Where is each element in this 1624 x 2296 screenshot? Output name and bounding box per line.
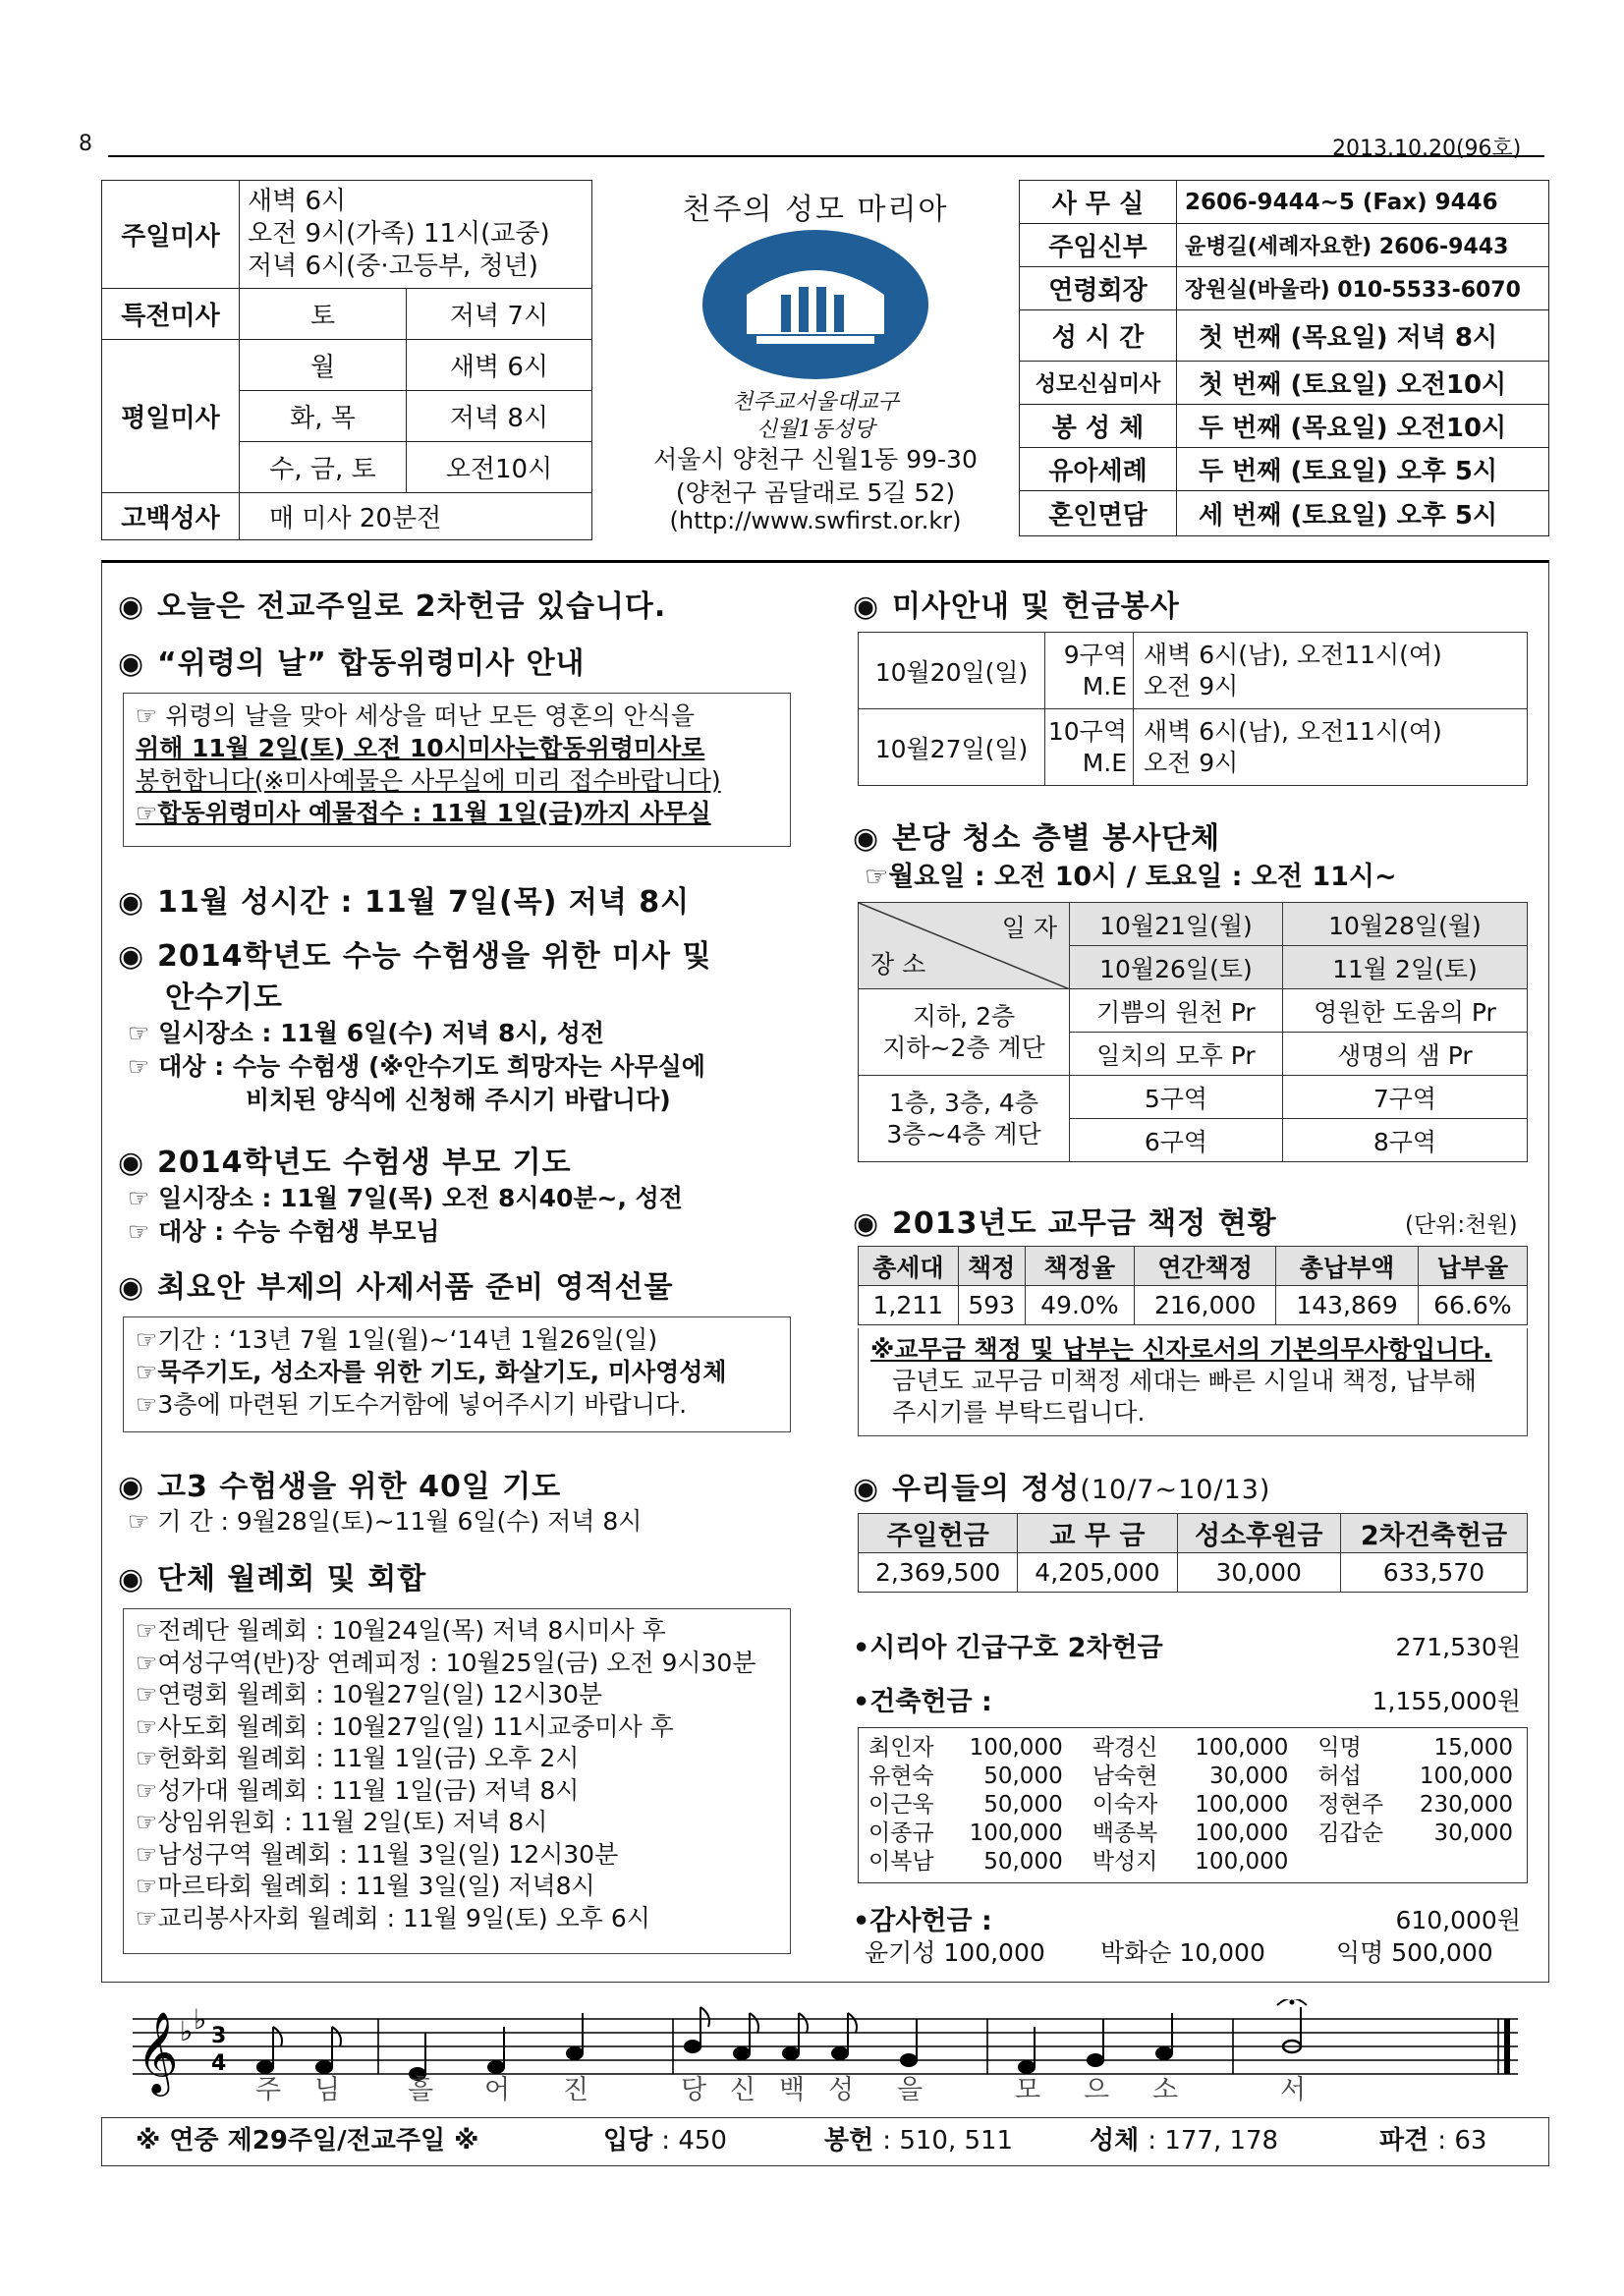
church-name: 신월1동성당 [756,418,875,442]
church-url: (http://www.swfirst.or.kr) [669,507,962,534]
donor-name: 곽경신 [1092,1735,1158,1761]
memorial-line: 위해 11월 2일(토) 오전 10시미사는합동위령미사로 [136,734,705,762]
cleaning-date: 10월21일(월) [1070,903,1283,946]
section-exam-mass [118,936,825,1019]
meeting-item: ☞남성구역 월례회 : 11월 3일(일) 12시30분 [136,1839,619,1869]
weekday-day: 수, 금, 토 [240,442,407,493]
diocese-name: 천주교서울대교구 [731,390,900,415]
spiritual-line: ☞묵주기도, 성소자를 위한 기도, 화살기도, 미사영성체 [136,1358,727,1386]
church-logo [688,226,943,383]
g3-period: ☞ 기 간 : 9월28일(토)~11월 6일(수) 저녁 8시 [128,1507,643,1536]
section-parent-prayer [118,1138,825,1181]
svg-text:𝄞: 𝄞 [137,2010,179,2093]
cleaning-group: 5구역 [1070,1076,1283,1119]
section-title: 2014학년도 수험생 부모 기도 [157,1146,572,1180]
meeting-item: ☞교리봉사자회 월례회 : 11월 9일(토) 오후 6시 [136,1903,650,1932]
donor-amount: 100,000 [1419,1764,1513,1789]
bullet-icon: ◉ [118,885,145,920]
dues-cell: 1,211 [859,1286,959,1325]
cleaning-group: 8구역 [1282,1119,1527,1162]
section-dues [853,1199,1403,1242]
donor-amount: 100,000 [1195,1849,1289,1875]
office-value: 세 번째 (토요일) 오후 5시 [1177,491,1549,536]
lyric: 을 [897,2075,924,2105]
dues-cell: 66.6% [1418,1286,1527,1325]
section-title: 단체 월례회 및 회합 [157,1562,427,1596]
office-label: 연령회장 [1020,267,1177,310]
confession-label: 고백성사 [102,493,240,540]
exam-line: ☞ 일시장소 : 11월 6일(수) 저녁 8시, 성전 [128,1019,605,1047]
cleaning-table [858,902,1528,1162]
svg-text:3: 3 [211,2024,227,2048]
section-memorial-mass [118,639,825,682]
sunday-line: 저녁 6시(중·고등부, 청년) [248,252,538,281]
meeting-item: ☞헌화회 월례회 : 11월 1일(금) 오후 2시 [136,1744,580,1772]
dues-unit: (단위:천원) [1405,1212,1518,1238]
hymn-footer [101,2117,1549,2166]
dues-table [858,1246,1528,1325]
weekday-mass-label: 평일미사 [102,340,240,493]
memorial-notice-box [123,693,791,847]
cleaning-group: 7구역 [1282,1076,1527,1119]
offer-cell: 30,000 [1177,1553,1340,1593]
donors-table [858,1727,1528,1883]
office-info-table [1019,180,1549,536]
music-staff [123,1999,1528,2127]
exam-line: 비치된 양식에 신청해 주시기 바랍니다) [246,1086,671,1114]
guide-time: 새벽 6시(남), 오전11시(여) [1144,716,1442,746]
thanks-label: •감사헌금 : [853,1906,992,1936]
mass-guide-table [858,632,1528,786]
lyric: 주 [255,2075,282,2105]
dues-head: 납부율 [1418,1247,1527,1286]
office-label: 성 시 간 [1020,310,1177,362]
office-value: 두 번째 (목요일) 오전10시 [1177,405,1549,448]
bullet-icon: ◉ [118,1270,145,1305]
offer-head: 2차건축헌금 [1340,1514,1527,1553]
building-value: 1,155,000원 [1372,1687,1521,1715]
guide-time: 오전 9시 [1144,671,1239,700]
donor-name: 익명 [1317,1735,1362,1761]
sunday-line: 오전 9시(가족) 11시(교중) [248,219,550,249]
lyric: 서 [1280,2075,1307,2105]
section-holy-hour [118,877,825,921]
memorial-line: ☞합동위령미사 예물접수 : 11월 1일(금)까지 사무실 [136,799,711,827]
donor-amount: 50,000 [983,1764,1063,1789]
cleaning-group: 6구역 [1070,1119,1283,1162]
issue-date: 2013.10.20(96호) [1332,137,1522,161]
office-value: 첫 번째 (토요일) 오전10시 [1177,362,1549,405]
section-title: 본당 청소 층별 봉사단체 [892,821,1221,856]
lyric: 신 [730,2075,756,2105]
donor-amount: 230,000 [1419,1792,1513,1818]
dues-head: 총세대 [859,1247,959,1286]
special-day: 토 [240,289,407,340]
donor-name: 최인자 [868,1735,934,1761]
donor-amount: 30,000 [1208,1764,1289,1789]
header-rule [108,155,1544,157]
lyric: 진 [563,2075,589,2105]
dues-note: ※교무금 책정 및 납부는 신자로서의 기본의무사항입니다. [870,1335,1492,1364]
lyric: 님 [314,2075,341,2105]
lyric: 성 [828,2075,855,2105]
donor-amount: 100,000 [1195,1820,1289,1846]
memorial-line: 봉헌합니다(※미사예물은 사무실에 미리 접수바랍니다) [136,766,721,795]
section-offerings [853,1464,1521,1507]
place-name: 1층, 3층, 4층 [889,1088,1038,1117]
section-title: 미사안내 및 헌금봉사 [892,589,1180,624]
confession-value: 매 미사 20분전 [240,493,592,540]
lyric: 당 [681,2075,707,2105]
sunday-line: 새벽 6시 [248,187,347,216]
meeting-item: ☞연령회 월례회 : 10월27일(일) 12시30분 [136,1680,603,1708]
syria-label: •시리아 긴급구호 2차헌금 [853,1633,1163,1663]
page-number: 8 [79,132,92,156]
lyric: 모 [1015,2075,1041,2105]
thanks-value: 610,000원 [1395,1906,1521,1934]
donor-name: 허섭 [1317,1764,1362,1789]
footer-dismissal: 파견 : 63 [1379,2126,1487,2156]
office-value: 장원실(바울라) 010-5533-6070 [1177,267,1549,310]
place-name: 지하, 2층 [912,1001,1016,1031]
cleaning-group: 일치의 모후 Pr [1070,1033,1283,1076]
place-name: 지하~2층 계단 [882,1033,1045,1062]
dues-cell: 216,000 [1134,1286,1275,1325]
offer-cell: 2,369,500 [859,1553,1018,1593]
dues-cell: 49.0% [1025,1286,1134,1325]
special-time: 저녁 7시 [407,289,592,340]
office-label: 사 무 실 [1020,181,1177,224]
footer-offertory: 봉헌 : 510, 511 [824,2126,1014,2156]
footer-title: ※ 연중 제29주일/전교주일 ※ [136,2126,479,2156]
offer-cell: 4,205,000 [1018,1553,1177,1593]
lyric: 어 [484,2075,511,2105]
donor-name: 백종복 [1092,1820,1158,1846]
meeting-item: ☞전례단 월례회 : 10월24일(목) 저녁 8시미사 후 [136,1616,666,1645]
weekday-time: 새벽 6시 [407,340,592,391]
weekday-time: 오전10시 [407,442,592,493]
parent-line: ☞ 일시장소 : 11월 7일(목) 오전 8시40분~, 성전 [128,1184,683,1212]
footer-communion: 성체 : 177, 178 [1090,2126,1279,2156]
section-title: “위령의 날” 합동위령미사 안내 [157,646,586,681]
donor-amount: 100,000 [1195,1792,1289,1818]
spiritual-box [123,1316,791,1432]
church-motto: 천주의 성모 마리아 [682,193,949,227]
offer-head: 성소후원금 [1177,1514,1340,1553]
dues-head: 연간책정 [1134,1247,1275,1286]
bullet-icon: ◉ [853,821,880,856]
dues-cell: 143,869 [1276,1286,1418,1325]
thanks-donor: 윤기성 100,000 [865,1938,1045,1967]
offer-head: 교 무 금 [1018,1514,1177,1553]
svg-text:♭: ♭ [194,2003,207,2036]
svg-text:♭: ♭ [180,2015,194,2047]
sunday-mass-label: 주일미사 [102,181,240,289]
section-title: 우리들의 정성 [892,1472,1081,1506]
church-address: 서울시 양천구 신월1동 99-30 [653,445,978,474]
dues-note: 주시기를 부탁드립니다. [892,1398,1146,1427]
guide-me: M.E [1082,748,1127,777]
parent-line: ☞ 대상 : 수능 수험생 부모님 [128,1217,440,1246]
exam-line: ☞ 대상 : 수능 수험생 (※안수기도 희망자는 사무실에 [128,1052,705,1081]
section-title: 2013년도 교무금 책정 현황 [892,1206,1277,1241]
office-label: 성모신심미사 [1020,362,1177,405]
section-cleaning [853,813,1521,857]
parent-details [128,1182,815,1249]
office-value: 첫 번째 (목요일) 저녁 8시 [1177,310,1549,362]
weekday-time: 저녁 8시 [407,391,592,442]
cleaning-date: 10월28일(월) [1282,903,1527,946]
cleaning-date: 11월 2일(토) [1282,946,1527,989]
thanks-donor: 박화순 10,000 [1100,1938,1265,1967]
cleaning-head-cell [859,903,1070,989]
meeting-item: ☞상임위원회 : 11월 2일(토) 저녁 8시 [136,1808,548,1836]
donor-name: 이종규 [868,1820,934,1846]
cleaning-group: 생명의 샘 Pr [1282,1033,1527,1076]
church-road-address: (양천구 곰달래로 5길 52) [675,478,956,507]
meeting-item: ☞마르타회 월례회 : 11월 3일(일) 저녁8시 [136,1872,595,1900]
meeting-item: ☞사도회 월례회 : 10월27일(일) 11시교중미사 후 [136,1711,674,1741]
donor-amount: 50,000 [983,1849,1063,1875]
office-value: 2606-9444~5 (Fax) 9446 [1177,181,1549,224]
office-label: 봉 성 체 [1020,405,1177,448]
thanks-donor: 익명 500,000 [1336,1938,1493,1967]
donor-name: 이숙자 [1092,1792,1158,1818]
donor-name: 이복남 [868,1849,934,1875]
guide-time: 새벽 6시(남), 오전11시(여) [1144,640,1442,669]
bullet-icon: ◉ [118,589,145,624]
bullet-icon: ◉ [118,1470,145,1504]
guide-zone: 9구역 [1063,640,1127,669]
section-meetings [118,1554,825,1597]
meeting-item: ☞성가대 월례회 : 11월 1일(금) 저녁 8시 [136,1775,580,1805]
section-g3-prayer [118,1462,825,1505]
bullet-icon: ◉ [853,1472,880,1506]
bullet-icon: ◉ [853,1206,880,1241]
guide-time: 오전 9시 [1144,748,1239,777]
hymn-lyrics [123,2068,1528,2107]
dues-cell: 593 [958,1286,1025,1325]
section-mass-guide [853,582,1521,625]
cleaning-group: 영원한 도움의 Pr [1282,989,1527,1033]
section-title: 고3 수험생을 위한 40일 기도 [157,1470,562,1504]
weekday-day: 월 [240,340,407,391]
dues-head: 책정율 [1025,1247,1134,1286]
office-label: 혼인면담 [1020,491,1177,536]
donor-name: 정현주 [1317,1792,1384,1818]
section-title-cont: 안수기도 [165,980,283,1015]
office-value: 윤병길(세례자요한) 2606-9443 [1177,224,1549,267]
section-mission-sunday [118,582,825,625]
building-label: •건축헌금 : [853,1687,992,1717]
exam-details [128,1017,815,1117]
donor-amount: 100,000 [1195,1735,1289,1761]
bullet-icon: ◉ [118,939,145,974]
donor-name: 이근욱 [868,1792,934,1818]
donor-name: 유현숙 [868,1764,934,1789]
bullet-icon: ◉ [118,1146,145,1180]
section-title: 오늘은 전교주일로 2차헌금 있습니다. [157,589,667,624]
donor-name: 김갑순 [1317,1820,1384,1846]
offer-period: (10/7~10/13) [1080,1475,1271,1505]
cleaning-date: 10월26일(토) [1070,946,1283,989]
donor-name: 박성지 [1092,1849,1158,1875]
spiritual-line: ☞기간 : ‘13년 7월 1일(월)~‘14년 1월26일(일) [136,1325,658,1354]
spiritual-line: ☞3층에 마련된 기도수거함에 넣어주시기 바랍니다. [136,1390,688,1419]
weekday-day: 화, 목 [240,391,407,442]
thanks-row [865,1933,1523,1969]
dues-note-box [858,1328,1528,1436]
donor-amount: 100,000 [969,1820,1063,1846]
section-title: 최요안 부제의 사제서품 준비 영적선물 [157,1270,674,1305]
memorial-line: ☞ 위령의 날을 맞아 세상을 떠난 모든 영혼의 안식을 [136,701,695,730]
syria-value: 271,530원 [1395,1633,1521,1661]
svg-text:4: 4 [211,2051,227,2076]
guide-date: 10월20일(일) [859,633,1045,709]
offer-head: 주일헌금 [859,1514,1018,1553]
guide-zone: 10구역 [1047,716,1127,746]
meetings-box [123,1608,791,1954]
offerings-table [858,1513,1528,1593]
section-spiritual-gift [118,1262,825,1306]
bullet-icon: ◉ [853,589,880,624]
office-label: 유아세례 [1020,448,1177,491]
dues-head: 책정 [958,1247,1025,1286]
donor-amount: 30,000 [1433,1820,1513,1846]
lyric: 흘 [408,2075,434,2105]
footer-entrance: 입당 : 450 [603,2126,727,2156]
meeting-item: ☞여성구역(반)장 연례피정 : 10월25일(금) 오전 9시30분 [136,1648,756,1677]
donor-name: 남숙현 [1092,1764,1158,1789]
section-title: 11월 성시간 : 11월 7일(목) 저녁 8시 [157,885,691,920]
lyric: 소 [1152,2075,1179,2105]
bullet-icon: ◉ [118,646,145,681]
special-mass-label: 특전미사 [102,289,240,340]
guide-me: M.E [1082,671,1127,700]
donor-amount: 50,000 [983,1792,1063,1818]
head-place: 장 소 [870,950,926,979]
donor-amount: 100,000 [969,1735,1063,1761]
donor-amount: 15,000 [1433,1735,1513,1761]
dues-note: 금년도 교무금 미책정 세대는 빠른 시일내 책정, 납부해 [892,1367,1477,1395]
lyric: 백 [779,2075,806,2105]
head-date: 일 자 [1001,914,1057,942]
mass-schedule-table [101,180,592,540]
offer-cell: 633,570 [1340,1553,1527,1593]
place-name: 3층~4층 계단 [886,1119,1041,1148]
office-label: 주임신부 [1020,224,1177,267]
cleaning-schedule: ☞월요일 : 오전 10시 / 토요일 : 오전 11시~ [865,862,1397,892]
section-title: 2014학년도 수능 수험생을 위한 미사 및 [157,939,712,974]
lyric: 으 [1084,2075,1110,2105]
office-value: 두 번째 (토요일) 오후 5시 [1177,448,1549,491]
dues-head: 총납부액 [1276,1247,1418,1286]
bullet-icon: ◉ [118,1562,145,1596]
cleaning-group: 기쁨의 원천 Pr [1070,989,1283,1033]
guide-date: 10월27일(일) [859,709,1045,786]
